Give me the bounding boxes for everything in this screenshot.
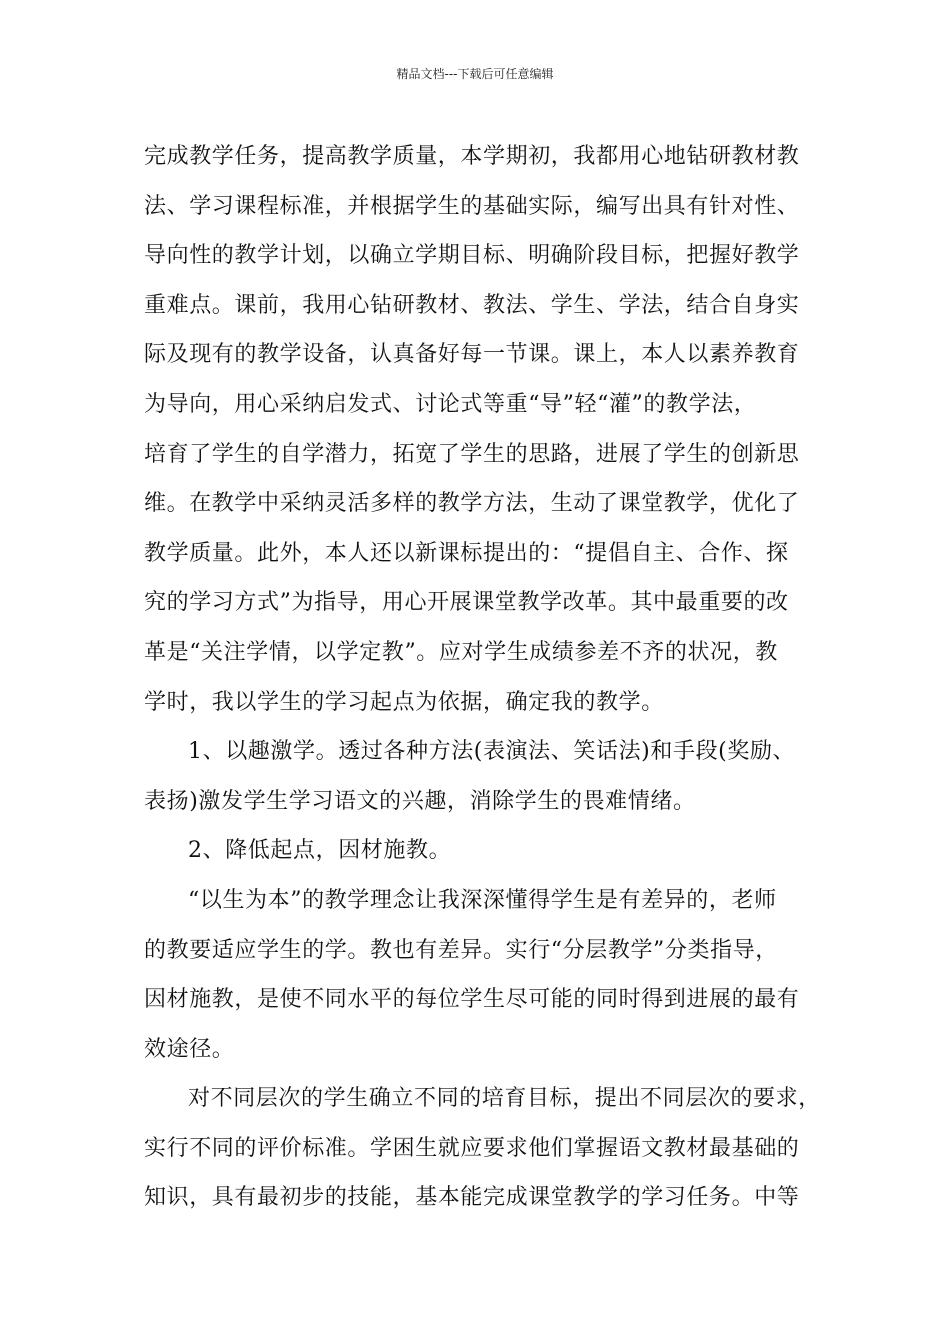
list-item-line: 2、降低起点，因材施教。 bbox=[188, 838, 452, 864]
text-line: 教学质量。此外，本人还以新课标提出的：“提倡自主、合作、探 bbox=[144, 540, 789, 566]
text-line: 实行不同的评价标准。学困生就应要求他们掌握语文教材最基础的 bbox=[144, 1135, 800, 1161]
text-line: 的教要适应学生的学。教也有差异。实行“分层教学”分类指导， bbox=[144, 937, 778, 963]
text-line: 知识，具有最初步的技能，基本能完成课堂教学的学习任务。中等 bbox=[144, 1185, 800, 1211]
text-line: 重难点。课前，我用心钻研教材、教法、学生、学法，结合自身实 bbox=[144, 292, 800, 318]
text-line: 效途径。 bbox=[144, 1036, 235, 1062]
paragraph-start-line: “以生为本”的教学理念让我深深懂得学生是有差异的，老师 bbox=[188, 887, 777, 913]
list-item-line: 1、以趣激学。透过各种方法(表演法、笑话法)和手段(奖励、 bbox=[188, 739, 796, 765]
text-line: 因材施教，是使不同水平的每位学生尽可能的同时得到进展的最有 bbox=[144, 987, 800, 1013]
text-line: 培育了学生的自学潜力，拓宽了学生的思路，进展了学生的创新思 bbox=[144, 441, 800, 467]
body-text bbox=[144, 132, 824, 1223]
text-line: 学时，我以学生的学习起点为依据，确定我的教学。 bbox=[144, 689, 664, 715]
paragraph-start-line: 对不同层次的学生确立不同的培育目标，提出不同层次的要求， bbox=[188, 1086, 821, 1112]
text-line: 完成教学任务，提高教学质量，本学期初，我都用心地钻研教材教 bbox=[144, 144, 800, 169]
text-line: 为导向，用心采纳启发式、讨论式等重“导”轻“灌”的教学法， bbox=[144, 391, 757, 417]
text-line: 法、学习课程标准，并根据学生的基础实际，编写出具有针对性、 bbox=[144, 193, 800, 219]
text-line: 维。在教学中采纳灵活多样的教学方法，生动了课堂教学，优化了 bbox=[144, 491, 800, 517]
text-line: 究的学习方式”为指导，用心开展课堂教学改革。其中最重要的改 bbox=[144, 590, 789, 616]
text-line: 导向性的教学计划，以确立学期目标、明确阶段目标，把握好教学 bbox=[144, 243, 800, 269]
text-line: 革是“关注学情，以学定教”。应对学生成绩参差不齐的状况，教 bbox=[144, 639, 778, 665]
page-header: 精品文档---下载后可任意编辑 bbox=[396, 67, 554, 81]
text-line: 表扬)激发学生学习语文的兴趣，消除学生的畏难情绪。 bbox=[144, 788, 696, 814]
text-line: 际及现有的教学设备，认真备好每一节课。课上，本人以素养教育 bbox=[144, 342, 800, 368]
